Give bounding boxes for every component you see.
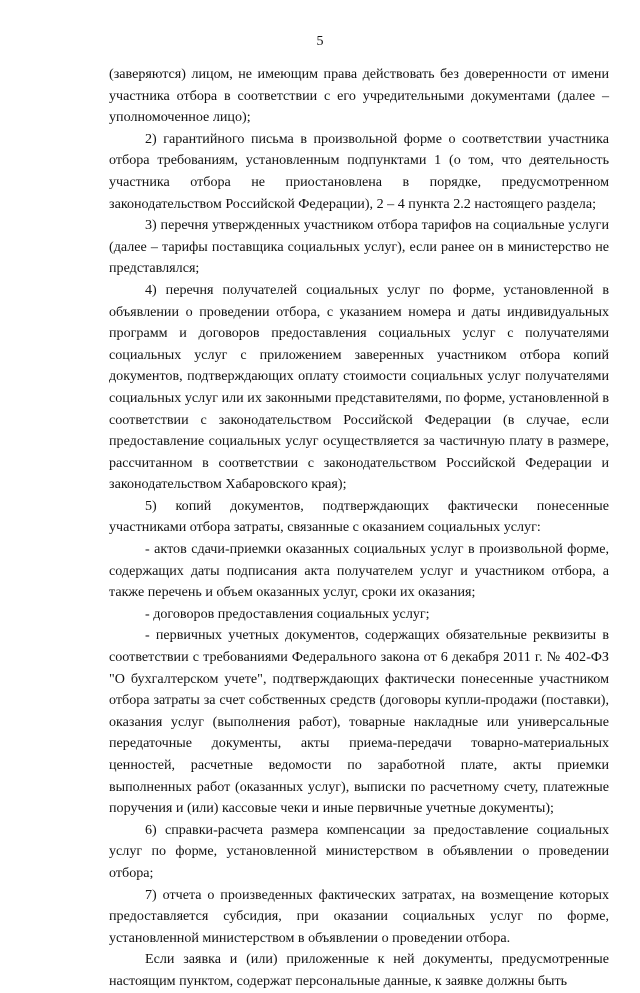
paragraph-item-2: 2) гарантийного письма в произвольной форме о соответствии участника отбора требованиям, установленным подпунктами 1 (о том, что деятельность участника отбора не приостановлена в порядке, предусмотренном законодательством Российской Федерации), 2 – 4 пункта 2.2 настоящего раздела; <box>109 130 609 212</box>
paragraph-personal-data: Если заявка и (или) приложенные к ней документы, предусмотренные настоящим пунктом, содержат персональные данные, к заявке должны быть <box>109 951 609 989</box>
paragraph-subitem-contracts: - договоров предоставления социальных услуг; <box>145 605 430 622</box>
page-number: 5 <box>316 34 324 49</box>
paragraph-subitem-acts: - актов сдачи-приемки оказанных социальных услуг в произвольной форме, содержащих даты подписания акта получателем услуг и участником отбора, а также перечень и объем оказанных услуг, сроки их оказания; <box>109 541 609 601</box>
paragraph-item-5: 5) копий документов, подтверждающих фактически понесенные участниками отбора затраты, связанные с оказанием социальных услуг: <box>109 497 609 536</box>
paragraph-item-3: 3) перечня утвержденных участником отбора тарифов на социальные услуги (далее – тарифы поставщика социальных услуг), если ранее он в министерство не представлялся; <box>109 217 609 277</box>
paragraph-item-7: 7) отчета о произведенных фактических затратах, на возмещение которых предоставляется субсидия, при оказании социальных услуг по форме, установленной министерством в объявлении о проведении отбора. <box>109 886 609 946</box>
paragraph-item-6: 6) справки-расчета размера компенсации за предоставление социальных услуг по форме, установленной министерством в объявлении о проведении отбора; <box>109 821 609 881</box>
document-body <box>109 64 609 993</box>
paragraph-subitem-primary-docs: - первичных учетных документов, содержащих обязательные реквизиты в соответствии с требованиями Федерального закона от 6 декабря 2011 г. № 402-ФЗ "О бухгалтерском учете", подтверждающих фактически понесенные участником отбора затраты за счет собственных средств (договоры купли-продажи (поставки), оказания услуг (выполнения работ), товарные накладные или универсальные передаточные документы, акты приема-передачи товарно-материальных ценностей, расчетные ведомости по заработной плате, акты приемки выполненных работ (оказанных услуг), выписки по расчетному счету, платежные поручения и (или) кассовые чеки и иные первичные учетные документы); <box>109 627 609 817</box>
paragraph-continuation: (заверяются) лицом, не имеющим права действовать без доверенности от имени участника отбора в соответствии с его учредительными документами (далее – уполномоченное лицо); <box>109 66 609 126</box>
paragraph-item-4: 4) перечня получателей социальных услуг по форме, установленной в объявлении о проведении отбора, с указанием номера и даты индивидуальных программ и договоров предоставления социальных услуг с получателями социальных услуг с приложением заверенных участником отбора копий документов, подтверждающих оплату стоимости социальных услуг получателями социальных услуг или их законными представителями, по форме, установленной в соответствии с законодательством Российской Федерации (в случае, если предоставление социальных услуг осуществляется за частичную плату в размере, рассчитанном в соответствии с законодательством Российской Федерации и законодательством Хабаровского края); <box>109 281 609 493</box>
